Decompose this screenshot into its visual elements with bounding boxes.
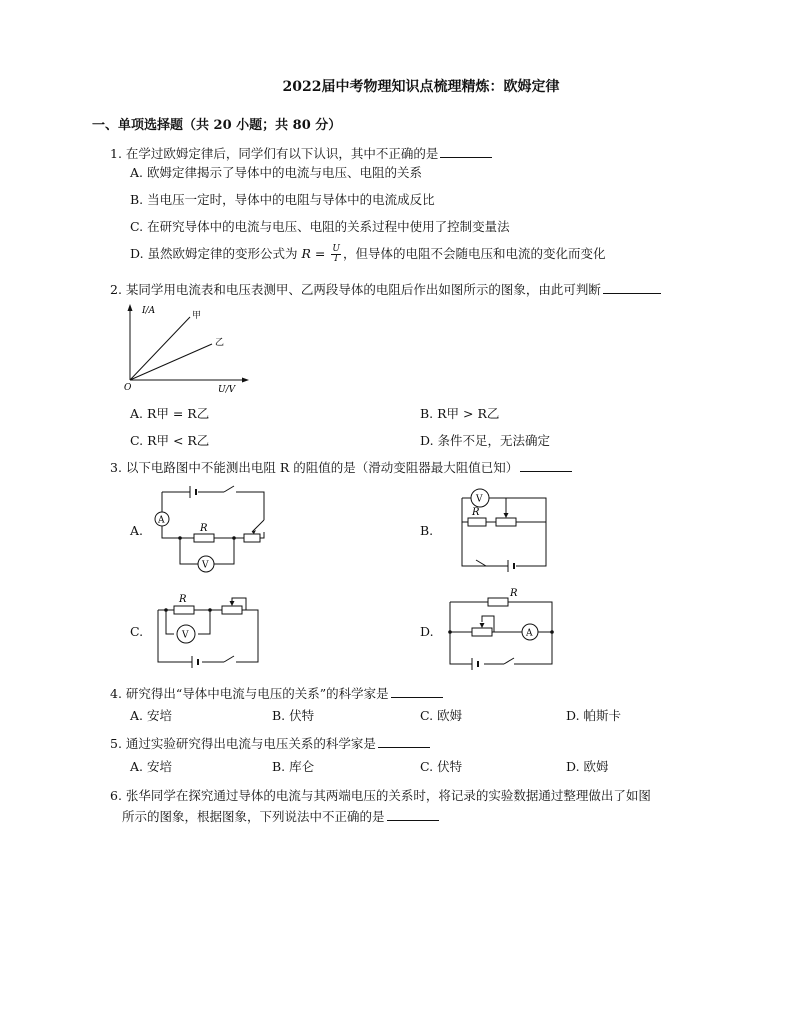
line-yi xyxy=(130,344,212,380)
question-2-option-c: C. R甲 < R乙 xyxy=(130,433,210,448)
question-2-option-b: B. R甲 > R乙 xyxy=(420,406,500,421)
x-axis-label: U/V xyxy=(218,385,236,395)
answer-blank xyxy=(520,459,572,472)
circuit-d-ammeter-label: A xyxy=(526,628,533,639)
circuit-a-slider xyxy=(252,520,264,532)
origin-label: O xyxy=(124,383,132,393)
question-3-option-a: A. xyxy=(130,523,144,538)
circuit-c-node xyxy=(164,608,168,612)
circuit-a-r-label: R xyxy=(200,523,208,534)
circuit-a-switch xyxy=(224,486,234,492)
y-axis-label: I/A xyxy=(142,306,156,316)
answer-blank xyxy=(440,145,492,158)
question-4-option-c: C. 欧姆 xyxy=(420,708,463,723)
circuit-a-top-wire xyxy=(162,492,264,520)
circuit-a-resistor xyxy=(194,534,214,542)
question-5-option-d: D. 欧姆 xyxy=(566,759,609,774)
circuit-c-diagram xyxy=(152,590,267,670)
question-3-option-d: D. xyxy=(420,624,434,639)
question-2-stem xyxy=(110,280,661,298)
question-5-text: 5. 通过实验研究得出电流与电压关系的科学家是 xyxy=(110,736,376,751)
question-4-stem xyxy=(110,684,443,702)
circuit-a-main-wire xyxy=(162,492,264,538)
circuit-d-node xyxy=(550,630,554,634)
question-3-option-b: B. xyxy=(420,523,434,538)
circuit-a-rheostat xyxy=(244,534,260,542)
question-4-option-d: D. 帕斯卡 xyxy=(566,708,622,723)
circuit-c-r-label: R xyxy=(179,594,187,605)
question-4-option-b: B. 伏特 xyxy=(272,708,315,723)
question-3-text: 3. 以下电路图中不能测出电阻 R 的阻值的是（滑动变阻器最大阻值已知） xyxy=(110,460,519,475)
formula-fraction xyxy=(331,245,341,264)
question-1-option-a: A. 欧姆定律揭示了导体中的电流与电压、电阻的关系 xyxy=(130,165,422,180)
circuit-d-node xyxy=(448,630,452,634)
circuit-b-r-label: R xyxy=(472,507,480,518)
circuit-b-diagram xyxy=(454,484,554,574)
question-1-option-c: C. 在研究导体中的电流与电压、电阻的关系过程中使用了控制变量法 xyxy=(130,219,510,234)
answer-blank xyxy=(603,281,661,294)
answer-blank xyxy=(378,735,430,748)
page-title: 2022届中考物理知识点梳理精炼：欧姆定律 xyxy=(282,79,560,95)
circuit-a-ammeter-label: A xyxy=(158,515,165,526)
iv-graph xyxy=(120,300,260,400)
x-axis-arrow xyxy=(242,378,249,383)
question-4-text: 4. 研究得出“导体中电流与电压的关系”的科学家是 xyxy=(110,686,389,701)
circuit-c-node xyxy=(208,608,212,612)
circuit-d-slider-arrow xyxy=(480,623,485,628)
question-5-stem xyxy=(110,734,430,752)
question-4-option-a: A. 安培 xyxy=(130,708,172,723)
circuit-b-voltmeter-label: V xyxy=(476,494,483,505)
circuit-c-main-wire xyxy=(158,610,258,662)
question-3-stem xyxy=(110,458,572,476)
option-d-prefix: D. 虽然欧姆定律的变形公式为 xyxy=(130,246,298,261)
circuit-b-resistor xyxy=(468,518,486,526)
question-2-text: 2. 某同学用电流表和电压表测甲、乙两段导体的电阻后作出如图所示的图象，由此可判断 xyxy=(110,282,601,297)
line-jia xyxy=(130,317,190,380)
circuit-c-slider-arrow xyxy=(230,601,235,606)
question-1-option-b: B. 当电压一定时，导体中的电阻与导体中的电流成反比 xyxy=(130,192,435,207)
question-5-option-a: A. 安培 xyxy=(130,759,172,774)
circuit-d-switch xyxy=(504,658,514,664)
circuit-c-rheostat xyxy=(222,606,242,614)
question-5-option-c: C. 伏特 xyxy=(420,759,463,774)
circuit-c-switch xyxy=(224,656,234,662)
circuit-b-switch xyxy=(476,560,486,566)
circuit-b-slider-arrow xyxy=(504,513,509,518)
line-jia-label: 甲 xyxy=(192,311,202,321)
circuit-a-voltmeter-label: V xyxy=(202,560,209,571)
answer-blank xyxy=(391,685,443,698)
question-6-stem-line-1: 6. 张华同学在探究通过导体的电流与其两端电压的关系时，将记录的实验数据通过整理做出了如图 xyxy=(110,788,651,803)
question-6-stem-line-2 xyxy=(122,807,439,825)
circuit-d-diagram xyxy=(444,586,559,671)
section-heading: 一、单项选择题（共 20 小题；共 80 分） xyxy=(92,118,342,133)
question-3-option-c: C. xyxy=(130,624,144,639)
circuit-d-resistor xyxy=(488,598,508,606)
fraction-numerator: U xyxy=(332,244,340,254)
circuit-a-node xyxy=(178,536,182,540)
formula-lhs: R = xyxy=(301,246,326,261)
question-1-option-d xyxy=(130,244,605,264)
fraction-denominator: I xyxy=(334,254,338,264)
question-2-option-a: A. R甲 = R乙 xyxy=(130,406,210,421)
circuit-d-rheostat xyxy=(472,628,492,636)
circuit-b-rheostat xyxy=(496,518,516,526)
circuit-c-resistor xyxy=(174,606,194,614)
question-5-option-b: B. 库仑 xyxy=(272,759,315,774)
option-d-suffix: ，但导体的电阻不会随电压和电流的变化而变化 xyxy=(342,246,606,261)
circuit-a-node xyxy=(232,536,236,540)
question-6-text: 所示的图象，根据图象，下列说法中不正确的是 xyxy=(122,809,385,824)
circuit-c-voltmeter-label: V xyxy=(182,630,189,641)
answer-blank xyxy=(387,808,439,821)
question-1-text: 1. 在学过欧姆定律后，同学们有以下认识，其中不正确的是 xyxy=(110,146,439,161)
circuit-d-r-label: R xyxy=(510,588,518,599)
circuit-c-slider xyxy=(232,598,246,610)
y-axis-arrow xyxy=(128,304,133,311)
question-1-stem xyxy=(110,144,492,162)
circuit-a-diagram xyxy=(152,480,282,575)
line-yi-label: 乙 xyxy=(215,338,225,348)
question-2-option-d: D. 条件不足，无法确定 xyxy=(420,433,551,448)
